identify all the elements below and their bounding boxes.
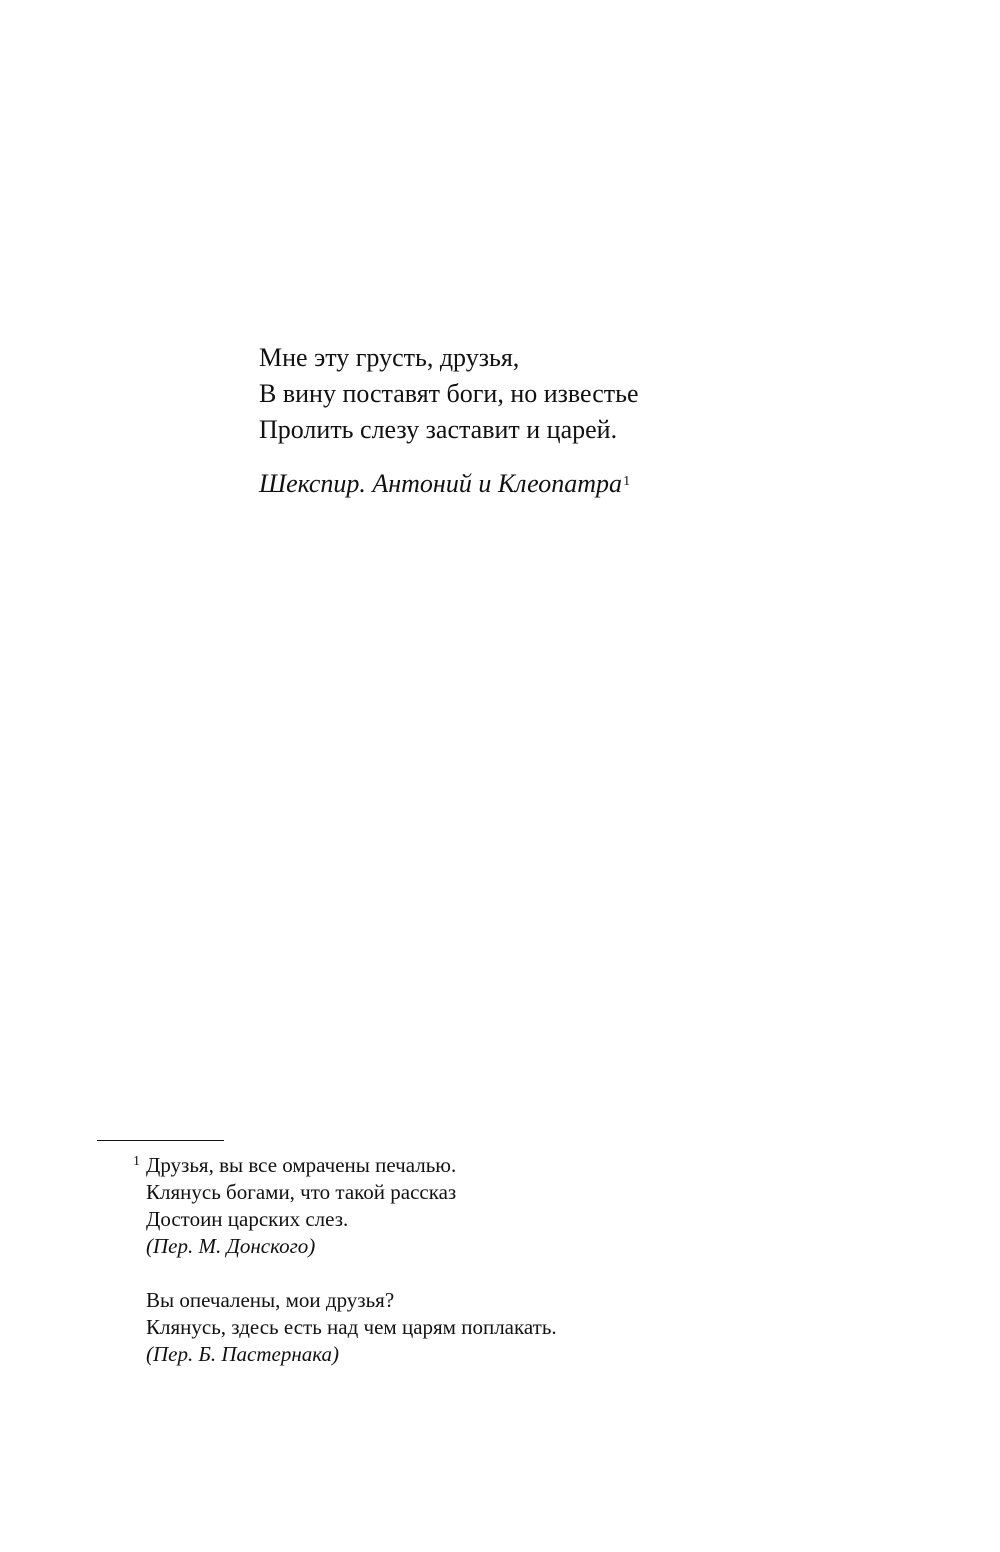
footnote-line: Друзья, вы все омрачены печалью. (146, 1153, 457, 1177)
footnote (133, 1152, 893, 1368)
footnote-line: Достоин царских слез. (146, 1207, 349, 1231)
translator-credit: (Пер. М. Донского) (146, 1234, 316, 1258)
epigraph-attribution (259, 466, 859, 502)
epigraph-line: Мне эту грусть, друзья, (259, 343, 520, 372)
footnote-spacer (133, 1260, 893, 1287)
attribution-text: Шекспир. Антоний и Клеопатра (259, 469, 623, 498)
footnote-line: Вы опечалены, мои друзья? (146, 1288, 395, 1312)
epigraph (259, 340, 859, 502)
footnote-line: Клянусь богами, что такой рассказ (146, 1180, 457, 1204)
translator-credit: (Пер. Б. Пастернака) (146, 1342, 340, 1366)
footnote-reference[interactable]: 1 (623, 474, 631, 489)
footnote-translation-2 (133, 1287, 893, 1368)
footnote-line: Клянусь, здесь есть над чем царям поплакать. (146, 1315, 557, 1339)
epigraph-line: В вину поставят боги, но известье (259, 379, 639, 408)
epigraph-line: Пролить слезу заставит и царей. (259, 415, 618, 444)
footnote-divider (97, 1140, 224, 1141)
footnote-mark: 1 (133, 1154, 140, 1169)
footnote-translation-1 (133, 1152, 893, 1260)
